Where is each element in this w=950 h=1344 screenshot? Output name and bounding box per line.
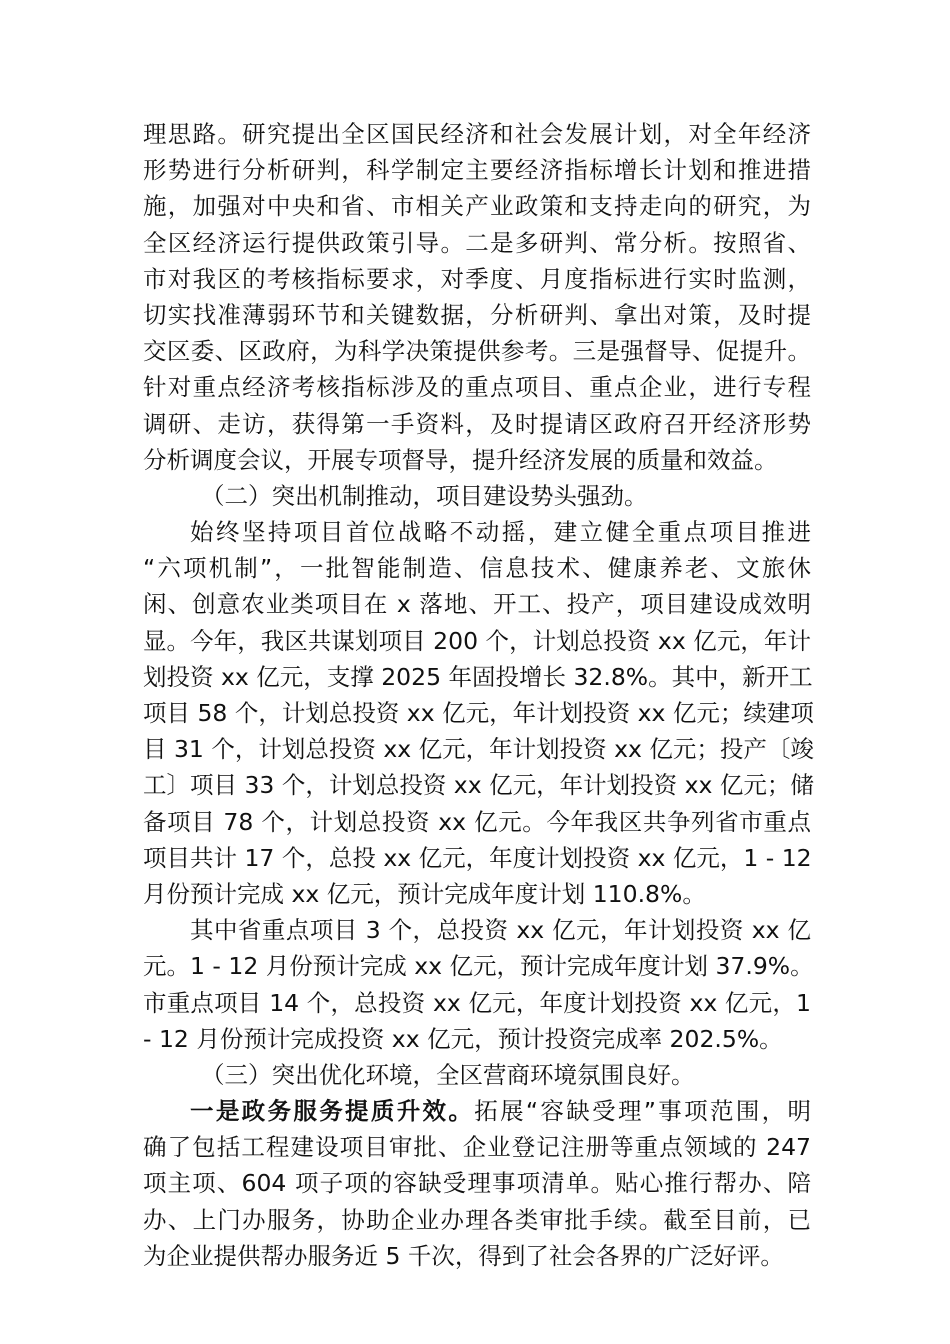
paragraph-projects xyxy=(143,514,814,912)
document-page xyxy=(143,116,814,1274)
text-line: 目 31 个，计划总投资 xx 亿元，年计划投资 xx 亿元；投产〔竣 xyxy=(143,735,814,764)
text-line: 确了包括工程建设项目审批、企业登记注册等重点领域的 247 xyxy=(143,1133,811,1162)
text-line: - 12 月份预计完成投资 xx 亿元，预计投资完成率 202.5%。 xyxy=(143,1024,783,1053)
text-line: 市对我区的考核指标要求，对季度、月度指标进行实时监测， xyxy=(143,264,811,293)
text-line: 闲、创意农业类项目在 x 落地、开工、投产，项目建设成效明 xyxy=(143,590,811,619)
paragraph-planning xyxy=(143,116,811,478)
text-line: 针对重点经济考核指标涉及的重点项目、重点企业，进行专程 xyxy=(143,373,811,402)
text-line: 办、上门办服务，协助企业办理各类审批手续。截至目前，已 xyxy=(143,1205,811,1234)
text-line: 划投资 xx 亿元，支撑 2025 年固投增长 32.8%。其中，新开工 xyxy=(143,662,813,691)
text-line: 交区委、区政府，为科学决策提供参考。三是强督导、促提升。 xyxy=(143,337,811,366)
text-line: 其中省重点项目 3 个，总投资 xx 亿元，年计划投资 xx 亿 xyxy=(190,916,811,945)
text-line: 施，加强对中央和省、市相关产业政策和支持走向的研究，为 xyxy=(143,192,811,221)
text-line: “六项机制”，一批智能制造、信息技术、健康养老、文旅休 xyxy=(143,554,811,583)
paragraph-key-projects xyxy=(143,912,814,1057)
bold-lead-text: 一是政务服务提质升效。 xyxy=(190,1097,475,1126)
text-line: 项目共计 17 个，总投 xx 亿元，年度计划投资 xx 亿元，1 - 12 xyxy=(143,843,812,872)
text-line: 备项目 78 个，计划总投资 xx 亿元。今年我区共争列省市重点 xyxy=(143,807,811,836)
section-heading-2: （二）突出机制推动，项目建设势头强劲。 xyxy=(201,481,648,510)
text-line: 形势进行分析研判，科学制定主要经济指标增长计划和推进措 xyxy=(143,156,811,185)
text-line: 调研、走访，获得第一手资料，及时提请区政府召开经济形势 xyxy=(143,409,811,438)
paragraph-government-services xyxy=(143,1093,811,1274)
text-line: 始终坚持项目首位战略不动摇，建立健全重点项目推进 xyxy=(190,518,811,547)
text-line: 为企业提供帮办服务近 5 千次，得到了社会各界的广泛好评。 xyxy=(143,1241,784,1270)
text-line: 理思路。研究提出全区国民经济和社会发展计划，对全年经济 xyxy=(143,120,811,148)
text-line: 分析调度会议，开展专项督导，提升经济发展的质量和效益。 xyxy=(143,445,778,474)
text-line: 切实找准薄弱环节和关键数据，分析研判、拿出对策，及时提 xyxy=(143,300,811,329)
text-segment: 拓展“容缺受理”事项范围，明 xyxy=(474,1097,811,1126)
text-line: 月份预计完成 xx 亿元，预计完成年度计划 110.8%。 xyxy=(143,879,706,908)
text-line xyxy=(143,1093,811,1129)
text-line: 项主项、604 项子项的容缺受理事项清单。贴心推行帮办、陪 xyxy=(143,1169,811,1198)
text-line: 市重点项目 14 个，总投资 xx 亿元，年度计划投资 xx 亿元，1 xyxy=(143,988,811,1017)
text-line: 全区经济运行提供政策引导。二是多研判、常分析。按照省、 xyxy=(143,228,811,257)
text-line: 项目 58 个，计划总投资 xx 亿元，年计划投资 xx 亿元；续建项 xyxy=(143,699,814,727)
text-line: 工〕项目 33 个，计划总投资 xx 亿元，年计划投资 xx 亿元；储 xyxy=(143,771,814,800)
section-heading-3: （三）突出优化环境，全区营商环境氛围良好。 xyxy=(201,1060,695,1089)
text-line: 显。今年，我区共谋划项目 200 个，计划总投资 xx 亿元，年计 xyxy=(143,626,811,655)
text-line: 元。1 - 12 月份预计完成 xx 亿元，预计完成年度计划 37.9%。 xyxy=(143,952,814,981)
